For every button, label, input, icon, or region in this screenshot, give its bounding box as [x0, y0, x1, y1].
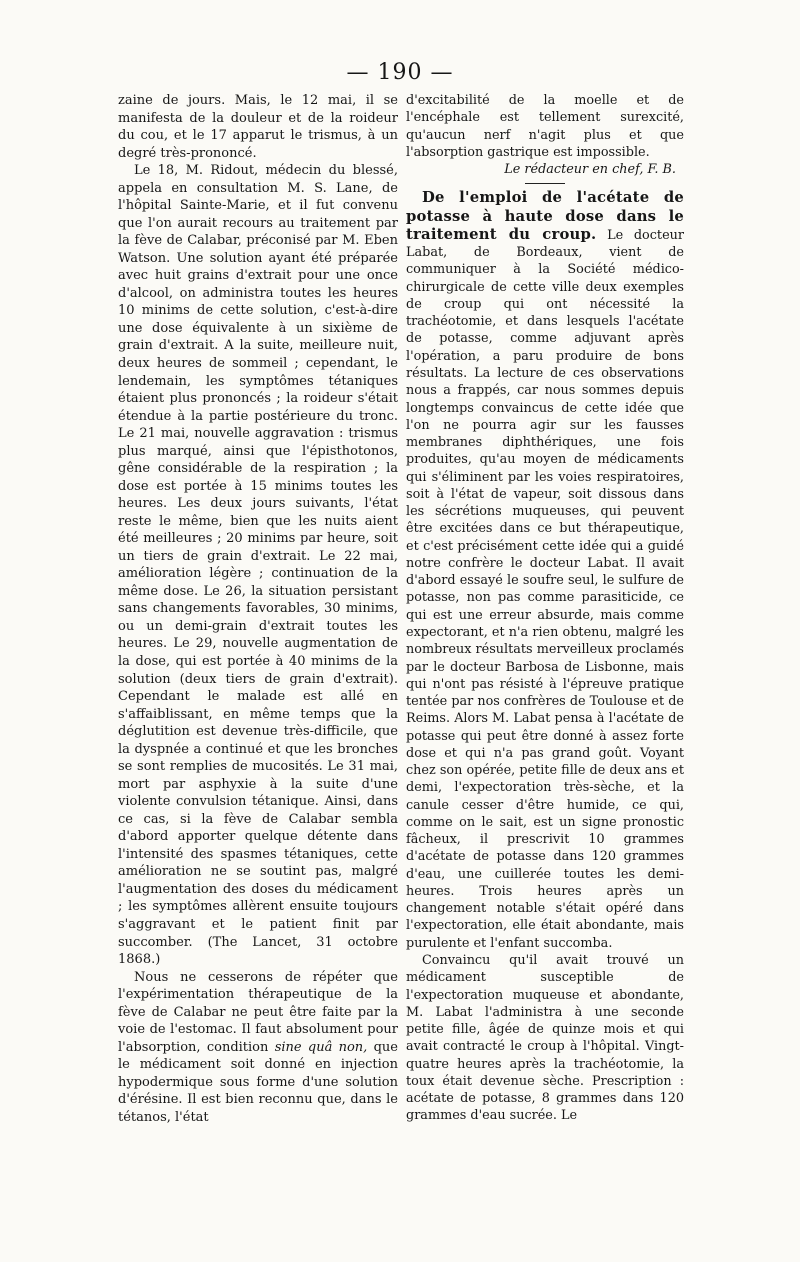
left-column: [118, 92, 398, 1126]
article-paragraph: [406, 189, 684, 952]
divider: [525, 183, 565, 184]
paragraph-text: que le médicament soit donné en injection hypodermique sous forme d'une solution d'érésine. Il est bien reconnu que, dans le tétanos, l'état: [118, 1039, 398, 1125]
right-column: [406, 92, 684, 1125]
paragraph: Convaincu qu'il avait trouvé un médicament susceptible de l'expectoration muqueuse et abondante, M. Labat l'administra à une seconde petite fille, âgée de quinze mois et qui avait contracté le croup à l'hôpital. Vingt-quatre heures après la trachéotomie, la toux était devenue sèche. Prescription : acétate de potasse, 8 grammes dans 120 grammes d'eau sucrée. Le: [406, 953, 684, 1124]
citation: (The Lancet, 31 octobre 1868.): [118, 934, 398, 968]
page-number: — 190 —: [346, 60, 454, 85]
latin-phrase: sine quâ non,: [274, 1039, 368, 1055]
paragraph: [118, 969, 398, 1127]
paragraph: [118, 162, 398, 968]
paragraph-text: Le docteur Labat, de Bordeaux, vient de communiquer à la Société médico-chirurgicale de cette ville deux exemples de croup qui ont nécessité la trachéotomie, et dans lesquels l'acétate de potasse, comme adjuvant après l'opération, a paru produire de bons résultats. La lecture de ces observations nous a frappés, car nous sommes depuis longtemps convaincus de cette idée que l'on ne pourra agir sur les fausses membranes diphthériques, une fois produites, qu'au moyen de médicaments qui s'éliminent par les voies respiratoires, soit à l'état de vapeur, soit dissous dans les sécrétions muqueuses, qui peuvent être excitées dans ce but thérapeutique, et c'est précisément cette idée qui a guidé notre confrère le docteur Labat. Il avait d'abord essayé le soufre seul, le sulfure de potasse, non pas comme parasiticide, ce qui est une erreur absurde, mais comme expectorant, et n'a rien obtenu, malgré les nombreux résultats merveilleux proclamés par le docteur Barbosa de Lisbonne, mais qui n'ont pas résisté à l'épreuve pratique tentée par nos confrères de Toulouse et de Reims. Alors M. Labat pensa à l'acétate de potasse qui peut être donné à assez forte dose et qui n'a pas grand goût. Voyant chez son opérée, petite fille de deux ans et demi, l'expectoration très-sèche, et la canule cesser d'être humide, ce qui, comme on le sait, est un signe pronostic fâcheux, il prescrivit 10 grammes d'acétate de potasse dans 120 grammes d'eau, une cuillerée toutes les demi-heures. Trois heures après un changement notable s'était opéré dans l'expectoration, elle était abondante, mais purulente et l'enfant succomba.: [406, 227, 685, 951]
paragraph: d'excitabilité de la moelle et de l'encéphale est tellement surexcité, qu'aucun nerf n'agit plus et que l'absorption gastrique est impossible.: [406, 93, 684, 160]
paragraph: zaine de jours. Mais, le 12 mai, il se manifesta de la douleur et de la roideur du cou, et le 17 apparut le trismus, à un degré très-prononcé.: [118, 93, 398, 161]
paragraph-text: Nous ne cesserons de répéter que l'expérimentation thérapeutique de la fève de Calabar ne peut être faite par la voie de l'estomac. Il faut absolument pour l'absorption, condition: [118, 969, 398, 1055]
paragraph-text: Le 18, M. Ridout, médecin du blessé, appela en consultation M. S. Lane, de l'hôpital Sainte-Marie, et il fut convenu que l'on aurait recours au traitement par la fève de Calabar, préconisé par M. Eben Watson. Une solution ayant été préparée avec huit grains d'extrait pour une once d'alcool, on administra toutes les heures 10 minims de cette solution, c'est-à-dire une dose équivalente à un sixième de grain d'extrait. A la suite, meilleure nuit, deux heures de sommeil ; cependant, le lendemain, les symptômes tétaniques étaient plus prononcés ; la roideur s'était étendue à la partie postérieure du tronc. Le 21 mai, nouvelle aggravation : trismus plus marqué, ainsi que l'épisthotonos, gêne considérable de la respiration ; la dose est portée à 15 minims toutes les heures. Les deux jours suivants, l'état reste le même, bien que les nuits aient été meilleures ; 20 minims par heure, soit un tiers de grain d'extrait. Le 22 mai, amélioration légère ; continuation de la même dose. Le 26, la situation persistant sans changements favorables, 30 minims, ou un demi-grain d'extrait toutes les heures. Le 29, nouvelle augmentation de la dose, qui est portée à 40 minims de la solution (deux tiers de grain d'extrait). Cependant le malade est allé en s'affaiblissant, en même temps que la déglutition est devenue très-difficile, que la dyspnée a continué et que les bronches se sont remplies de mucosités. Le 31 mai, mort par asphyxie à la suite d'une violente convulsion tétanique. Ainsi, dans ce cas, si la fève de Calabar sembla d'abord apporter quelque détente dans l'intensité des spasmes tétaniques, cette amélioration ne se soutint pas, malgré l'augmentation des doses du médicament ; les symptômes allèrent ensuite toujours s'aggravant et le patient finit par succomber.: [118, 163, 398, 950]
section-title: De l'emploi de l'acétate de potasse à haute dose dans le traitement du croup.: [406, 189, 684, 243]
signature: Le rédacteur en chef, F. B.: [504, 162, 676, 178]
